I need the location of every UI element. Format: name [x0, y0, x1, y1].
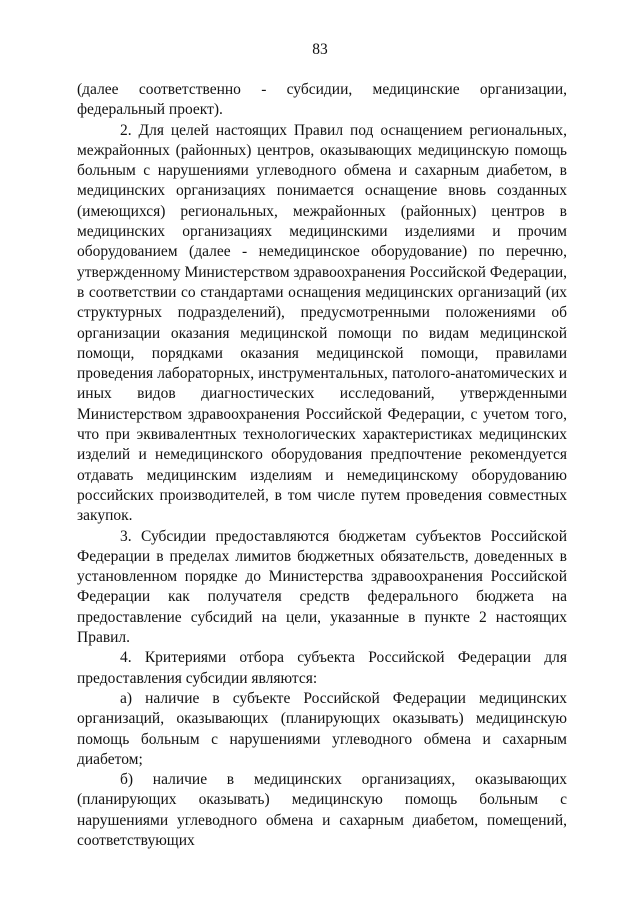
paragraph-clause-2: 2. Для целей настоящих Правил под оснащением региональных, межрайонных (районных) центров, оказывающих медицинскую помощь больным с нарушениями углеводного обмена и сахарным диабетом, в медицинских организациях понимается оснащение вновь созданных (имеющихся) региональных, межрайонных (районных) центров в медицинских организациях медицинскими изделиями и прочим оборудованием (далее - немедицинское оборудование) по перечню, утвержденному Министерством здравоохранения Российской Федерации, в соответствии со стандартами оснащения медицинских организаций (их структурных подразделений), предусмотренными положениями об организации оказания медицинской помощи по видам медицинской помощи, порядками оказания медицинской помощи, правилами проведения лабораторных, инструментальных, патолого-анатомических и иных видов диагностических исследований, утвержденными Министерством здравоохранения Российской Федерации, с учетом того, что при эквивалентных технологических характеристиках медицинских изделий и немедицинского оборудования предпочтение рекомендуется отдавать медицинским изделиям и немедицинскому оборудованию российских производителей, в том числе путем проведения совместных закупок. [77, 121, 567, 525]
paragraph-subclause-a: а) наличие в субъекте Российской Федерации медицинских организаций, оказывающих (планирующих оказывать) медицинскую помощь больным с нарушениями углеводного обмена и сахарным диабетом; [77, 689, 567, 768]
document-body [77, 80, 567, 851]
page-number: 83 [312, 41, 328, 58]
paragraph-clause-4: 4. Критериями отбора субъекта Российской Федерации для предоставления субсидии являются: [77, 649, 567, 687]
paragraph-continuation: (далее соответственно - субсидии, медицинские организации, федеральный проект). [77, 81, 567, 119]
paragraph-subclause-b: б) наличие в медицинских организациях, оказывающих (планирующих оказывать) медицинскую помощь больным с нарушениями углеводного обмена и сахарным диабетом, помещений, соответствующих [77, 771, 567, 849]
paragraph-clause-3: 3. Субсидии предоставляются бюджетам субъектов Российской Федерации в пределах лимитов бюджетных обязательств, доведенных в установленном порядке до Министерства здравоохранения Российской Федерации как получателя средств федерального бюджета на предоставление субсидий на цели, указанные в пункте 2 настоящих Правил. [77, 527, 567, 647]
